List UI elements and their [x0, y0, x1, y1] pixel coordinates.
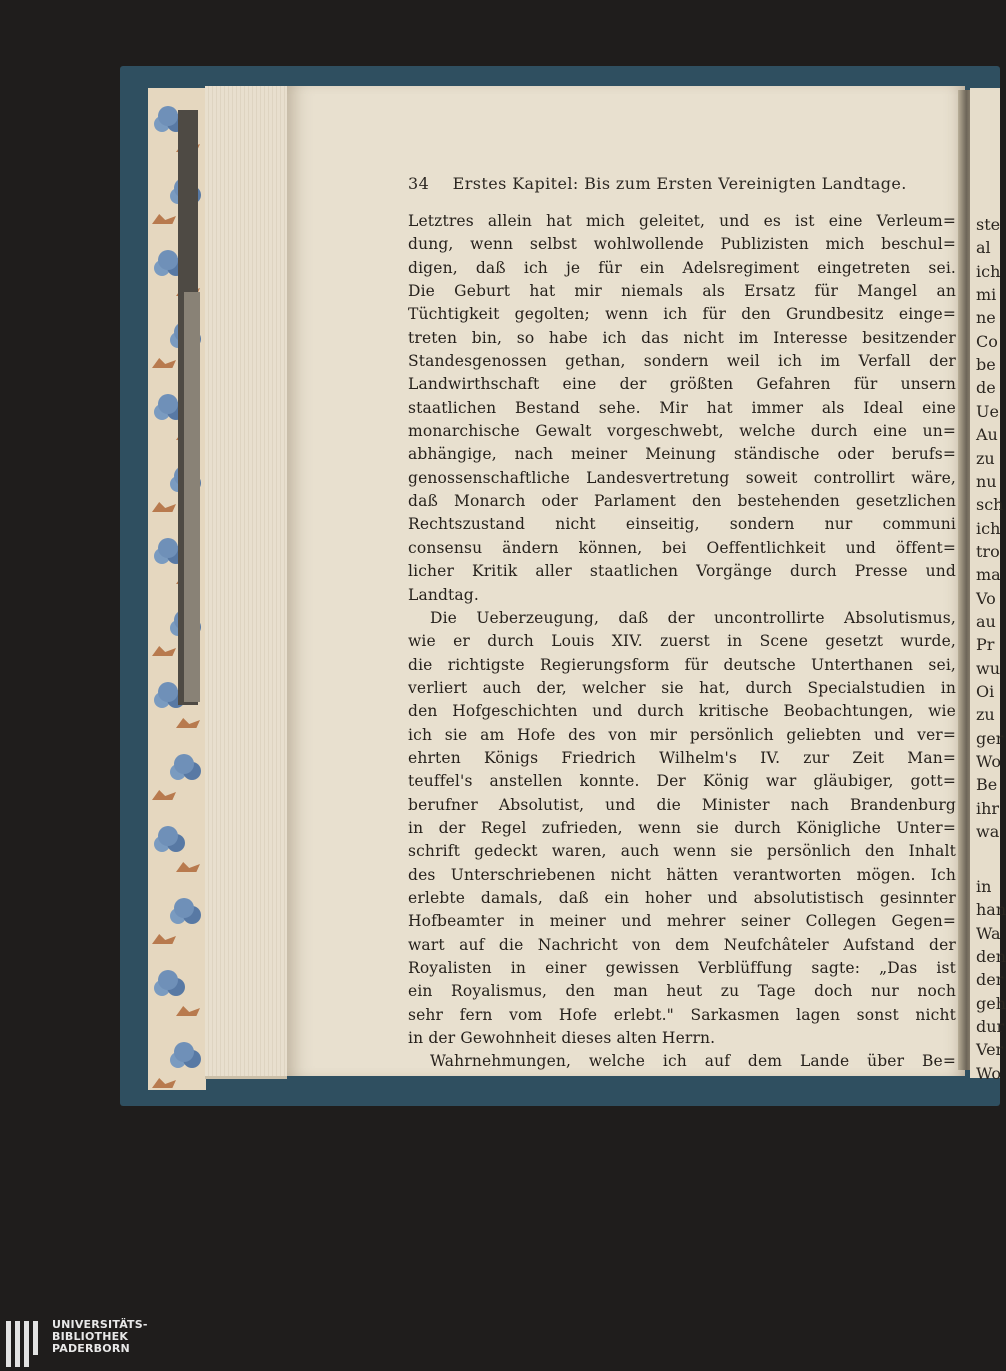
text-line: den Hofgeschichten und durch kritische Beobachtungen, wie [408, 702, 956, 721]
flyleaf-grey [184, 292, 200, 702]
logo-line-3: PADERBORN [52, 1342, 130, 1355]
facing-page-fragment: ne [976, 308, 996, 328]
bird-ornament [152, 790, 176, 800]
facing-page-fragment: sch [976, 495, 1004, 515]
text-line: ehrten Königs Friedrich Wilhelm's IV. zur Zeit Man= [408, 748, 956, 767]
bird-ornament [152, 502, 176, 512]
text-line: Letztres allein hat mich geleitet, und es ist eine Verleum= [408, 212, 956, 230]
flower-ornament [174, 898, 194, 918]
text-line: Landtag. [408, 585, 479, 604]
text-line: abhängige, nach meiner Meinung ständische oder berufs= [408, 445, 956, 464]
bird-ornament [152, 646, 176, 656]
facing-page-fragment: Be [976, 775, 998, 795]
page-edges [205, 86, 287, 1079]
bird-ornament [152, 1078, 176, 1088]
bird-ornament [176, 862, 200, 872]
text-line: wart auf die Nachricht von dem Neufchâteler Aufstand der [408, 935, 956, 954]
flower-ornament [174, 754, 194, 774]
text-line: wie er durch Louis XIV. zuerst in Scene gesetzt wurde, [408, 632, 956, 651]
facing-page-fragment: ger [976, 728, 1004, 748]
flower-ornament [158, 106, 178, 126]
flower-ornament [158, 970, 178, 990]
text-line: digen, daß ich je für ein Adelsregiment eingetreten sei. [408, 258, 956, 277]
text-line: Landwirthschaft eine der größten Gefahren für unsern [408, 375, 956, 394]
facing-page-fragment: Ue [976, 401, 999, 421]
text-line: ich sie am Hofe des von mir persönlich geliebten und ver= [408, 725, 956, 744]
chapter-title: Erstes Kapitel: Bis zum Ersten Vereinigten Landtage. [452, 174, 907, 193]
flower-ornament [158, 538, 178, 558]
text-line: Die Ueberzeugung, daß der uncontrollirte Absolutismus, [430, 608, 956, 627]
bird-ornament [152, 214, 176, 224]
text-line: verliert auch der, welcher sie hat, durch Specialstudien in [408, 678, 956, 697]
text-line: berufner Absolutist, und die Minister nach Brandenburg [408, 795, 956, 814]
footer-bar [0, 1310, 1000, 1371]
facing-page-fragment: ma [976, 565, 1001, 585]
text-line: genossenschaftliche Landesvertretung soweit controllirt wäre, [408, 468, 956, 487]
text-line: daß Monarch oder Parlament den bestehenden gesetzlichen [408, 492, 956, 511]
facing-page-fragment: dur [976, 1016, 1005, 1036]
facing-page-fragment: ich [976, 261, 1001, 281]
text-line: consensu ändern können, bei Oeffentlichkeit und öffent= [408, 538, 956, 557]
logo-line-2: BIBLIOTHEK [52, 1330, 129, 1343]
facing-page-fragment: mi [976, 285, 997, 305]
facing-page-fragment: ich [976, 518, 1001, 538]
facing-page-fragment: au [976, 611, 996, 631]
bird-ornament [152, 934, 176, 944]
running-head [408, 174, 948, 193]
library-logo-icon [6, 1321, 44, 1367]
facing-page-fragment: Au [976, 425, 998, 445]
text-line: Tüchtigkeit gegolten; wenn ich für den Grundbesitz einge= [408, 305, 956, 324]
facing-page-fragment: al [976, 238, 991, 258]
bird-ornament [176, 1006, 200, 1016]
page-number: 34 [408, 174, 430, 193]
text-line: Rechtszustand nicht einseitig, sondern nur communi [408, 515, 956, 534]
facing-page-fragment: de [976, 378, 996, 398]
facing-page-fragment: tro [976, 541, 1000, 561]
text-line: des Unterschriebenen nicht hätten verantworten mögen. Ich [408, 865, 956, 884]
library-logo-text [52, 1319, 148, 1355]
text-line: Hofbeamter in meiner und mehrer seiner Collegen Gegen= [408, 912, 956, 931]
text-line: schrift gedeckt waren, auch wenn sie persönlich den Inhalt [408, 842, 956, 861]
facing-page-fragment: wa [976, 822, 1000, 842]
facing-page-fragment: geh [976, 993, 1006, 1013]
text-line: ein Royalismus, den man heut zu Tage doch nur noch [408, 982, 956, 1001]
text-line: erlebte damals, daß ein hoher und absolutistisch gesinnter [408, 888, 956, 907]
text-line: Standesgenossen gethan, sondern weil ich im Verfall der [408, 352, 956, 371]
text-line: staatlichen Bestand sehe. Mir hat immer als Ideal eine [408, 398, 956, 417]
facing-page-fragment: han [976, 900, 1006, 920]
facing-page-fragment: Co [976, 331, 998, 351]
facing-page-fragment: Wo [976, 1063, 1001, 1083]
flower-ornament [158, 826, 178, 846]
text-line: sehr fern vom Hofe erlebt." Sarkasmen lagen sonst nicht [408, 1005, 956, 1024]
facing-page-fragment: Wa [976, 923, 1001, 943]
facing-page-fragment: Vo [976, 588, 996, 608]
facing-page-fragment: Pr [976, 635, 995, 655]
facing-page-edge [970, 88, 1006, 1083]
bird-ornament [176, 718, 200, 728]
text-line: treten bin, so habe ich das nicht im Interesse besitzender [408, 328, 956, 347]
flower-ornament [158, 394, 178, 414]
facing-page-fragment: wu [976, 658, 1000, 678]
facing-page-fragment: ihr [976, 798, 1000, 818]
flower-ornament [158, 682, 178, 702]
facing-page-fragment: be [976, 355, 996, 375]
flower-ornament [174, 1042, 194, 1062]
facing-page-fragment: zu [976, 448, 995, 468]
text-line: in der Regel zufrieden, wenn sie durch Königliche Unter= [408, 818, 956, 837]
body-text [408, 210, 956, 1074]
text-line: Wahrnehmungen, welche ich auf dem Lande über Be= [430, 1052, 956, 1071]
text-line: licher Kritik aller staatlichen Vorgänge durch Presse und [408, 562, 956, 581]
facing-page-fragment: den [976, 946, 1006, 966]
facing-page-fragment: in [976, 876, 992, 896]
facing-page-fragment: Wo [976, 752, 1001, 772]
facing-page-fragment: Ver [976, 1040, 1004, 1060]
text-line: Royalisten in einer gewissen Verblüffung sagte: „Das ist [408, 959, 956, 977]
text-line: die richtigste Regierungsform für deutsche Unterthanen sei, [408, 655, 956, 674]
facing-page-fragment: der [976, 970, 1004, 990]
text-line: Die Geburt hat mir niemals als Ersatz für Mangel an [408, 282, 956, 301]
flower-ornament [158, 250, 178, 270]
text-line: in der Gewohnheit dieses alten Herrn. [408, 1029, 716, 1048]
facing-page-fragment: Oi [976, 682, 995, 701]
text-line: teuffel's anstellen konnte. Der König war gläubiger, gott= [408, 772, 956, 791]
logo-line-1: UNIVERSITÄTS- [52, 1318, 148, 1331]
facing-page-fragment: ste [976, 215, 1001, 234]
text-line: dung, wenn selbst wohlwollende Publizisten mich beschul= [408, 235, 956, 254]
facing-page-fragment: nu [976, 471, 997, 491]
text-line: monarchische Gewalt vorgeschwebt, welche durch eine un= [408, 422, 956, 441]
facing-page-fragment: zu [976, 705, 995, 725]
bird-ornament [152, 358, 176, 368]
